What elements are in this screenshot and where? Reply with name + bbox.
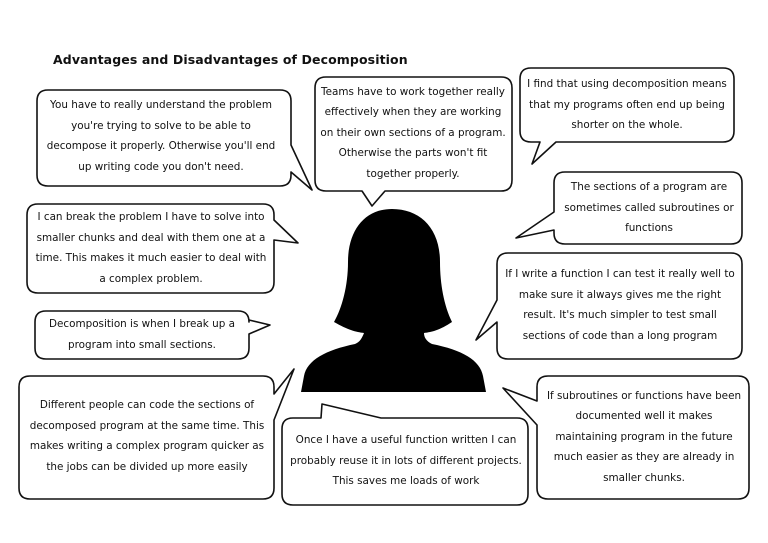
bubble-text-subroutines: The sections of a program are sometimes called subroutines or functions <box>564 181 734 235</box>
bubble-text-teams: Teams have to work together really effectively when they are working on their own sections of a program. Otherwise the parts won't fit together properly. <box>320 85 506 180</box>
bubble-text-definition: Decomposition is when I break up a program into small sections. <box>49 318 235 351</box>
bubble-text-different-people: Different people can code the sections of decomposed program at the same time. This makes writing a complex program quicker as the jobs can be divided up more easily <box>29 399 265 473</box>
bubble-text-understand-problem: You have to really understand the problem you're trying to solve to be able to decompose it properly. Otherwise you'll end up writing code you don't need. <box>46 99 276 173</box>
bubble-text-smaller-chunks: I can break the problem I have to solve into smaller chunks and deal with them one at a time. This makes it much easier to deal with a complex problem. <box>35 211 267 285</box>
bubble-text-shorter-programs: I find that using decomposition means that my programs often end up being shorter on the whole. <box>527 78 727 132</box>
bubble-text-maintain: If subroutines or functions have been documented well it makes maintaining program in the future much easier as they are already in smaller chunks. <box>546 389 742 484</box>
bubble-text-reuse: Once I have a useful function written I can probably reuse it in lots of different projects. This saves me loads of work <box>290 434 522 488</box>
person-silhouette <box>301 209 486 392</box>
bubble-text-test-function: If I write a function I can test it really well to make sure it always gives me the right result. It's much simpler to test small sections of code than a long program <box>505 268 735 342</box>
page-title: Advantages and Disadvantages of Decomposition <box>53 52 408 67</box>
